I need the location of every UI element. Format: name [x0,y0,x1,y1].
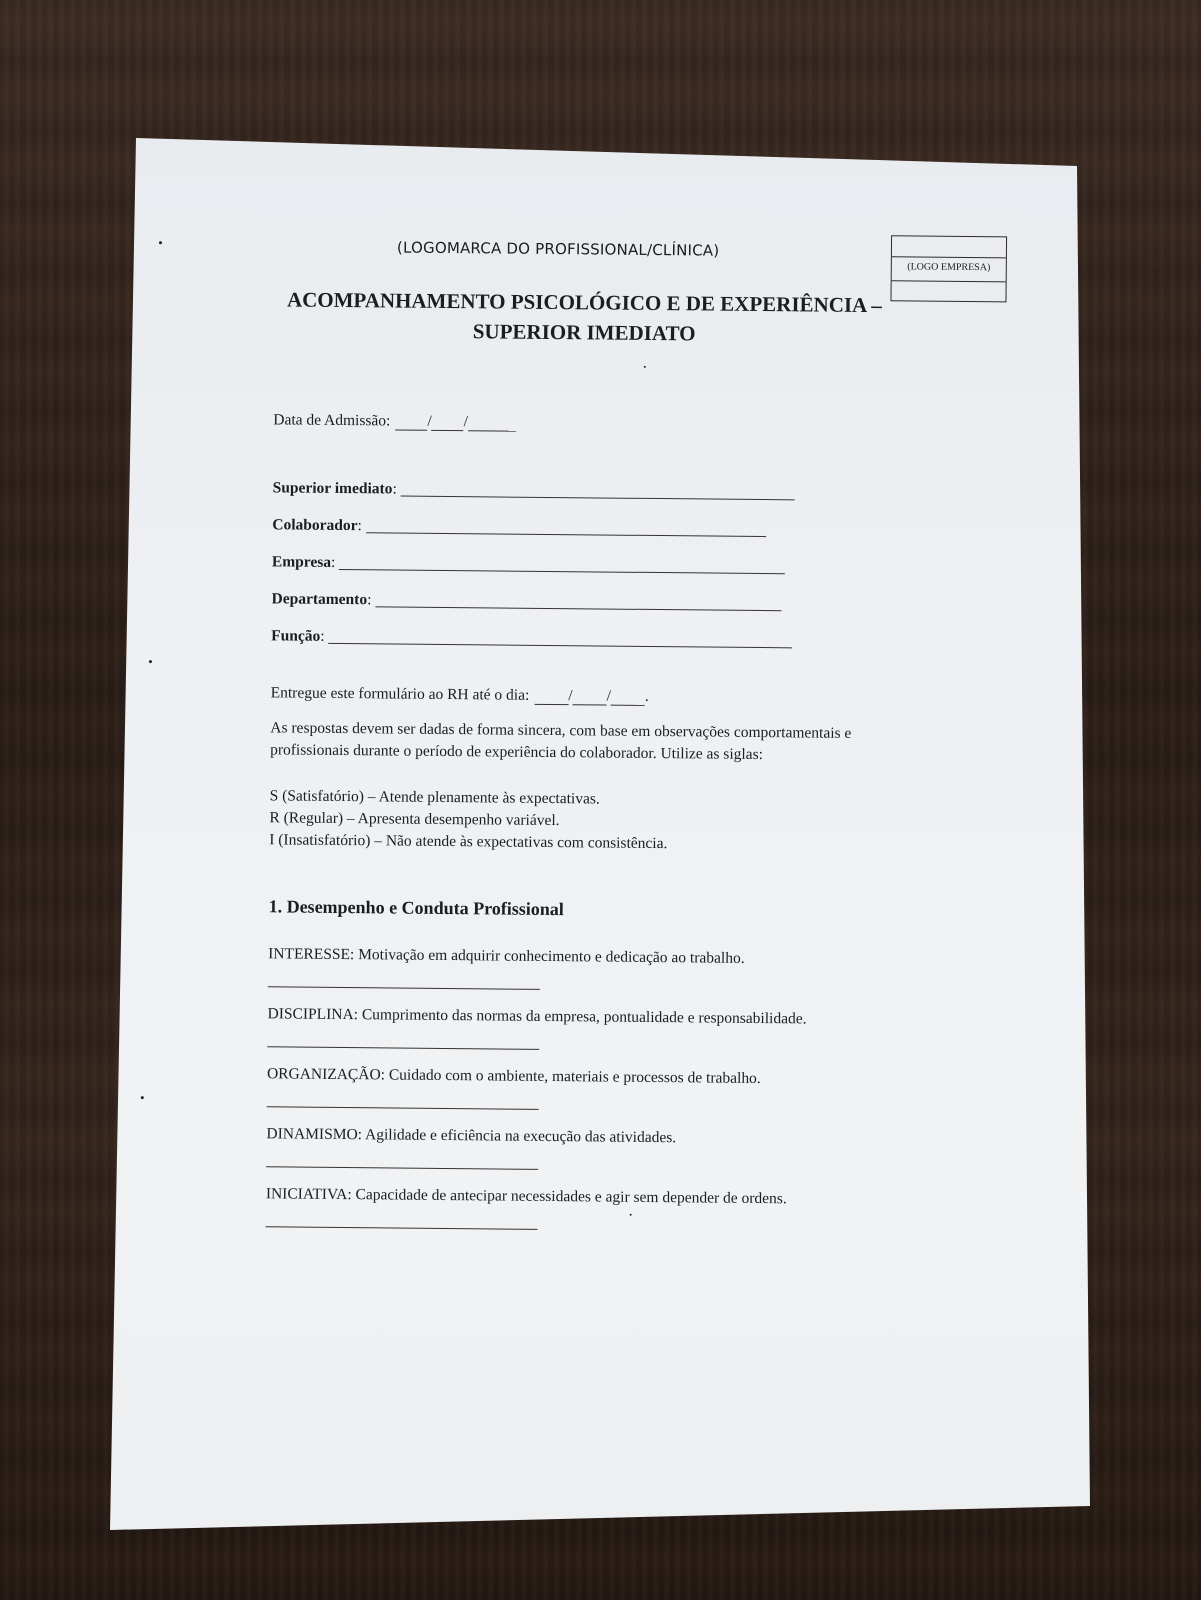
company-field: Empresa : [272,553,786,576]
ink-speck [159,241,162,244]
criterion-answer-input[interactable] [266,1225,538,1230]
criterion-answer-input[interactable] [267,1105,539,1110]
legend-item-s: S (Satisfatório) – Atende plenamente às expectativas. [269,787,600,808]
admission-date-field [273,411,516,431]
criterion-answer-input[interactable] [268,985,540,990]
admission-date-input[interactable]: / / [395,413,516,432]
company-label: Empresa [271,553,332,571]
instructions-line: profissionais durante o período de experiência do colaborador. Utilize as siglas: [270,741,764,764]
instructions-paragraph [270,717,851,767]
department-input[interactable] [375,605,781,611]
criterion-disciplina [267,1005,806,1052]
criterion-iniciativa [266,1185,787,1232]
section-title: 1. Desempenho e Conduta Profissional [268,896,564,920]
logo-box-divider [892,256,1006,258]
ink-speck [630,1214,632,1216]
criterion-label: DINAMISMO: Agilidade e eficiência na execução das atividades. [266,1125,677,1147]
ink-speck [141,1096,144,1099]
criterion-label: DISCIPLINA: Cumprimento das normas da empresa, pontualidade e responsabilidade. [267,1005,807,1028]
department-label: Departamento [271,590,368,609]
employee-label: Colaborador [272,516,358,535]
admission-date-label: Data de Admissão: [273,411,391,430]
criterion-answer-input[interactable] [267,1045,539,1050]
role-input[interactable] [329,642,793,648]
criterion-answer-input[interactable] [266,1165,538,1170]
company-logo-label: (LOGO EMPRESA) [907,261,991,274]
rating-legend [269,785,668,855]
criterion-organizacao [267,1065,761,1112]
role-field: Função : [271,627,793,650]
department-field: Departamento : [271,590,781,613]
form-document [123,138,1066,1517]
employee-input[interactable] [366,531,766,537]
superior-input[interactable] [401,495,795,501]
delivery-date-field [271,684,649,706]
company-input[interactable] [339,568,785,574]
form-title-line1: ACOMPANHAMENTO PSICOLÓGICO E DE EXPERIÊNCIA – [286,287,882,318]
criterion-dinamismo [266,1125,676,1171]
criterion-label: ORGANIZAÇÃO: Cuidado com o ambiente, materiais e processos de trabalho. [266,1065,761,1088]
form-title [254,284,915,350]
criterion-label: INICIATIVA: Capacidade de antecipar necessidades e agir sem depender de ordens. [265,1185,787,1208]
criterion-label: INTERESSE: Motivação em adquirir conhecimento e dedicação ao trabalho. [268,945,745,967]
ink-speck [644,366,646,368]
employee-field: Colaborador : [272,516,766,539]
delivery-date-text: Entregue este formulário ao RH até o dia: [270,684,530,704]
superior-label: Superior imediato [272,479,393,498]
criterion-interesse [268,945,745,992]
form-title-line2: SUPERIOR IMEDIATO [472,319,696,346]
ink-speck [149,660,152,663]
legend-item-i: I (Insatisfatório) – Não atende às expectativas com consistência. [269,831,668,853]
role-label: Função [271,627,321,645]
superior-field: Superior imediato : [273,479,795,502]
delivery-date-input[interactable]: / / . [534,687,649,706]
instructions-line: As respostas devem ser dadas de forma sincera, com base em observações comportamentais e [270,719,852,742]
professional-logo-placeholder: (LOGOMARCA DO PROFISSIONAL/CLÍNICA) [396,238,720,260]
legend-item-r: R (Regular) – Apresenta desempenho variável. [269,809,560,830]
logo-box-divider [892,280,1006,282]
